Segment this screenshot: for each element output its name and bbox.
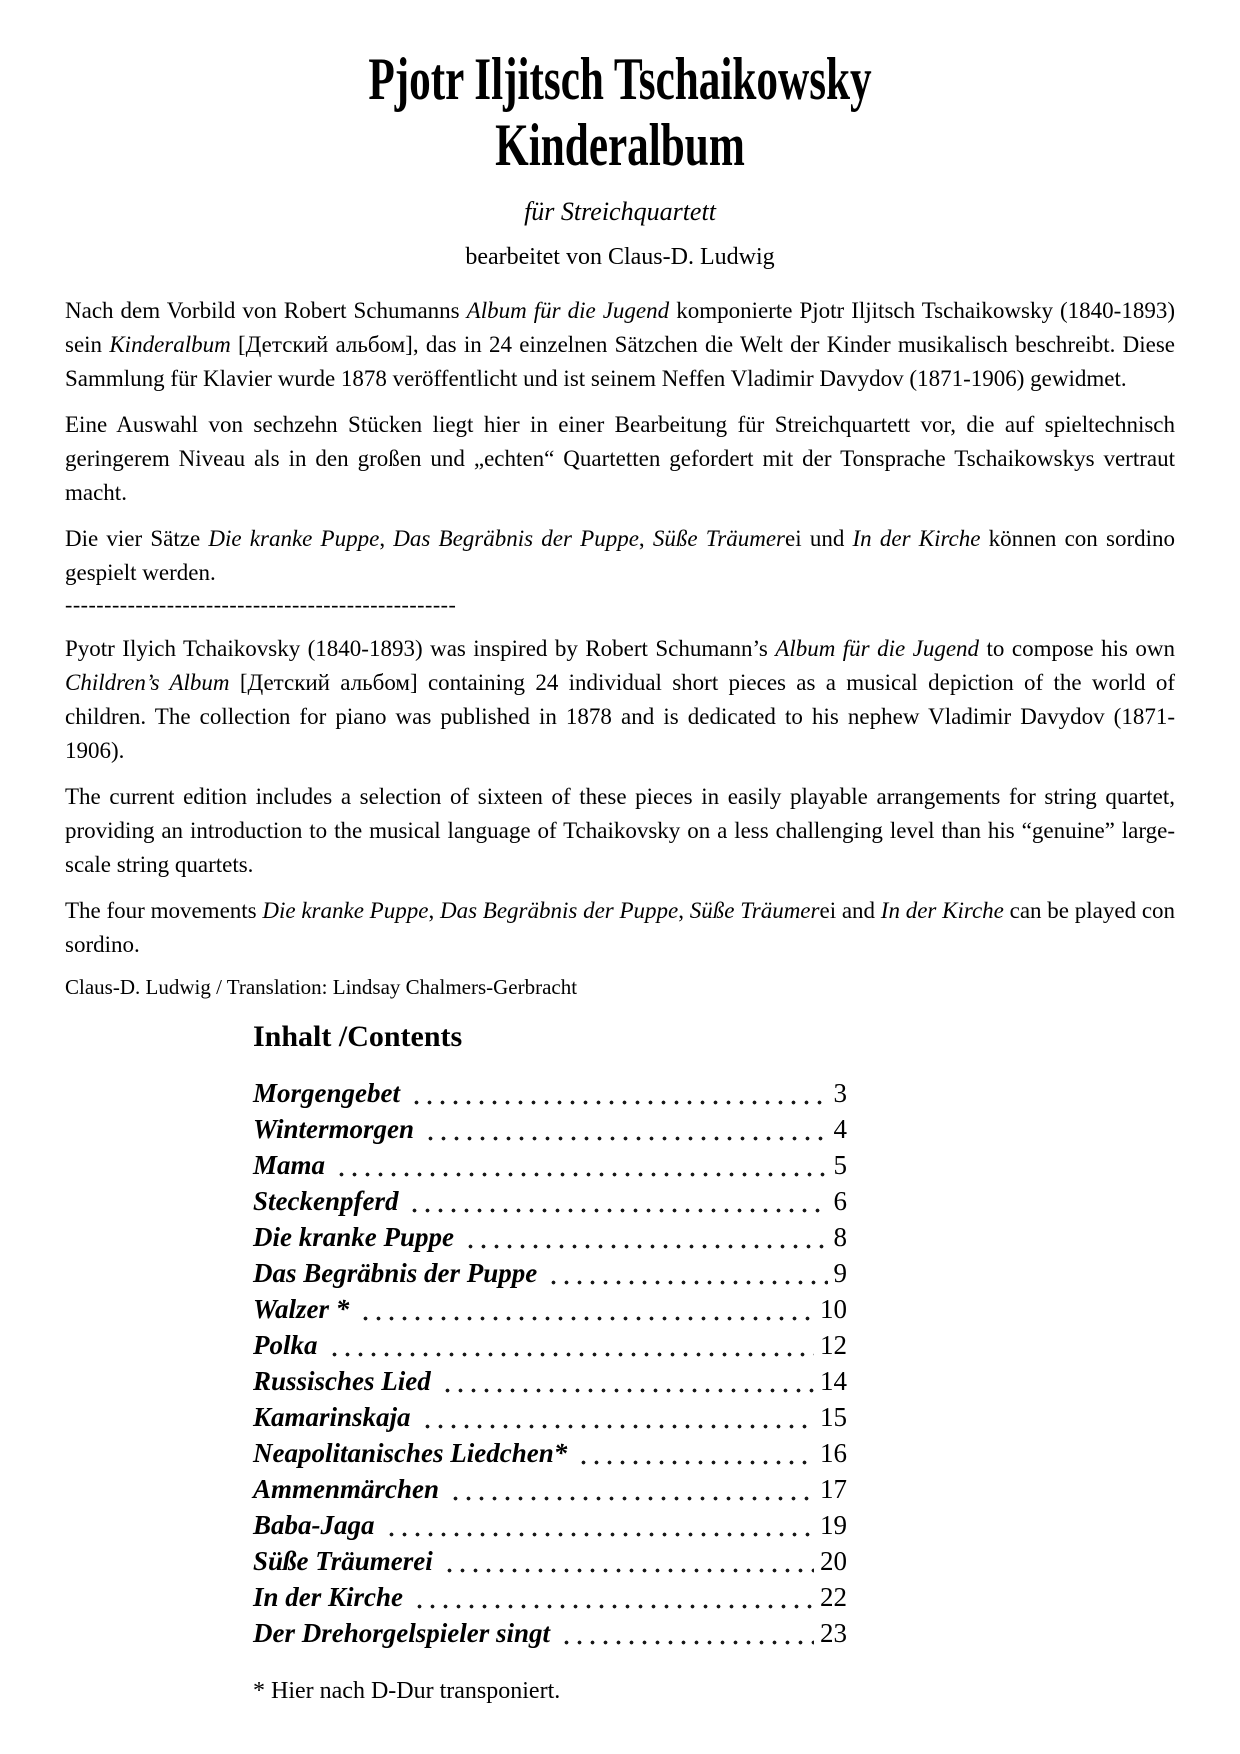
toc-dot-leader xyxy=(413,1604,814,1609)
toc-item-title: Baba-Jaga xyxy=(253,1510,375,1540)
toc-dot-leader xyxy=(560,1640,814,1645)
subtitle: für Streichquartett xyxy=(524,197,716,226)
toc-page-number: 14 xyxy=(820,1366,847,1396)
arranger-line: bearbeitet von Claus-D. Ludwig xyxy=(465,244,775,270)
toc-row xyxy=(253,1618,847,1654)
toc-page-number: 6 xyxy=(833,1186,847,1216)
toc-item-title: Russisches Lied xyxy=(253,1366,431,1396)
toc-page-number: 12 xyxy=(820,1330,847,1360)
toc-item-title: Der Drehorgelspieler singt xyxy=(253,1618,550,1648)
toc-row xyxy=(253,1150,847,1186)
paragraph-english-3: The four movements Die kranke Puppe, Das Begräbnis der Puppe, Süße Träumerei and In der Kirche can be played con sordino. xyxy=(65,898,1176,957)
paragraph-german-2: Eine Auswahl von sechzehn Stücken liegt hier in einer Bearbeitung für Streichquartett vor, die auf spieltechnisch geringerem Niveau als in den großen und „echten“ Quartetten gefordert mit der Tonsprache Tschaikowskys vertraut macht. xyxy=(65,412,1175,505)
toc-item-title: In der Kirche xyxy=(253,1582,404,1612)
toc-dot-leader xyxy=(410,1100,828,1105)
toc-item-title: Steckenpferd xyxy=(253,1186,399,1216)
composer-title: Pjotr Iljitsch Tschaikowsky xyxy=(368,46,872,112)
toc-dot-leader xyxy=(577,1460,814,1465)
toc-footnote: * Hier nach D-Dur transponiert. xyxy=(253,1678,561,1704)
toc-row xyxy=(253,1222,847,1258)
toc-item-title: Neapolitanisches Liedchen* xyxy=(253,1438,568,1468)
toc-dot-leader xyxy=(449,1496,814,1501)
toc-item-title: Die kranke Puppe xyxy=(253,1222,454,1252)
toc-dot-leader xyxy=(385,1532,815,1537)
toc-dot-leader xyxy=(424,1136,827,1141)
toc-row xyxy=(253,1294,847,1330)
contents-heading: Inhalt /Contents xyxy=(253,1020,463,1053)
toc-item-title: Kamarinskaja xyxy=(253,1402,411,1432)
toc-row xyxy=(253,1546,847,1582)
toc-page-number: 5 xyxy=(833,1150,847,1180)
toc-item-title: Polka xyxy=(253,1330,318,1360)
toc-page-number: 10 xyxy=(820,1294,847,1324)
toc-item-title: Süße Träumerei xyxy=(253,1546,433,1576)
paragraph-german-1: Nach dem Vorbild von Robert Schumanns Album für die Jugend komponierte Pjotr Iljitsch Tschaikowsky (1840-1893) sein Kinderalbum [Детский альбом], das in 24 einzelnen Sätzchen die Welt der Kinder musikalisch beschreibt. Diese Sammlung für Klavier wurde 1878 veröffentlicht und ist seinem Neffen Vladimir Davydov (1871-1906) gewidmet. xyxy=(65,298,1175,391)
toc-dot-leader xyxy=(328,1352,815,1357)
toc-page-number: 22 xyxy=(820,1582,847,1612)
paragraph-german-3: Die vier Sätze Die kranke Puppe, Das Begräbnis der Puppe, Süße Träumerei und In der Kirche können con sordino gespielt werden. xyxy=(65,526,1175,585)
paragraph-english-2: The current edition includes a selection of sixteen of these pieces in easily playable arrangements for string quartet, providing an introduction to the musical language of Tchaikovsky on a less challenging level than his “genuine” large-scale string quartets. xyxy=(65,784,1175,877)
toc-dot-leader xyxy=(441,1388,814,1393)
toc-page-number: 3 xyxy=(833,1078,847,1108)
toc-row xyxy=(253,1582,847,1618)
toc-row xyxy=(253,1258,847,1294)
paragraph-english-1: Pyotr Ilyich Tchaikovsky (1840-1893) was inspired by Robert Schumann’s Album für die Jugend to compose his own Children’s Album [Детский альбом] containing 24 individual short pieces as a musical depiction of the world of children. The collection for piano was published in 1878 and is dedicated to his nephew Vladimir Davydov (1871-1906). xyxy=(65,636,1175,763)
toc-row xyxy=(253,1474,847,1510)
toc-item-title: Wintermorgen xyxy=(253,1114,415,1144)
toc-row xyxy=(253,1078,847,1114)
work-title: Kinderalbum xyxy=(495,112,745,178)
toc-dot-leader xyxy=(547,1280,827,1285)
toc-item-title: Morgengebet xyxy=(253,1078,400,1108)
toc-item-title: Ammenmärchen xyxy=(253,1474,440,1504)
toc-page-number: 8 xyxy=(833,1222,847,1252)
toc-list xyxy=(253,1078,847,1654)
toc-page-number: 19 xyxy=(820,1510,847,1540)
toc-item-title: Walzer * xyxy=(253,1294,350,1324)
toc-row xyxy=(253,1402,847,1438)
toc-dot-leader xyxy=(443,1568,814,1573)
toc-dot-leader xyxy=(408,1208,827,1213)
toc-row xyxy=(253,1510,847,1546)
toc-item-title: Das Begräbnis der Puppe xyxy=(253,1258,538,1288)
toc-row xyxy=(253,1114,847,1150)
toc-page-number: 17 xyxy=(820,1474,847,1504)
toc-row xyxy=(253,1438,847,1474)
toc-row xyxy=(253,1330,847,1366)
toc-page-number: 23 xyxy=(820,1618,847,1648)
toc-item-title: Mama xyxy=(253,1150,326,1180)
credit-line: Claus-D. Ludwig / Translation: Lindsay Chalmers-Gerbracht xyxy=(65,975,578,999)
toc-dot-leader xyxy=(359,1316,814,1321)
toc-page-number: 9 xyxy=(833,1258,847,1288)
separator-dashes: -------------------------------------------------- xyxy=(65,592,457,617)
toc-page-number: 20 xyxy=(820,1546,847,1576)
toc-dot-leader xyxy=(335,1172,827,1177)
toc-page-number: 16 xyxy=(820,1438,847,1468)
toc-page-number: 15 xyxy=(820,1402,847,1432)
toc-row xyxy=(253,1186,847,1222)
toc-page-number: 4 xyxy=(833,1114,847,1144)
toc-dot-leader xyxy=(421,1424,814,1429)
toc-row xyxy=(253,1366,847,1402)
toc-dot-leader xyxy=(464,1244,828,1249)
